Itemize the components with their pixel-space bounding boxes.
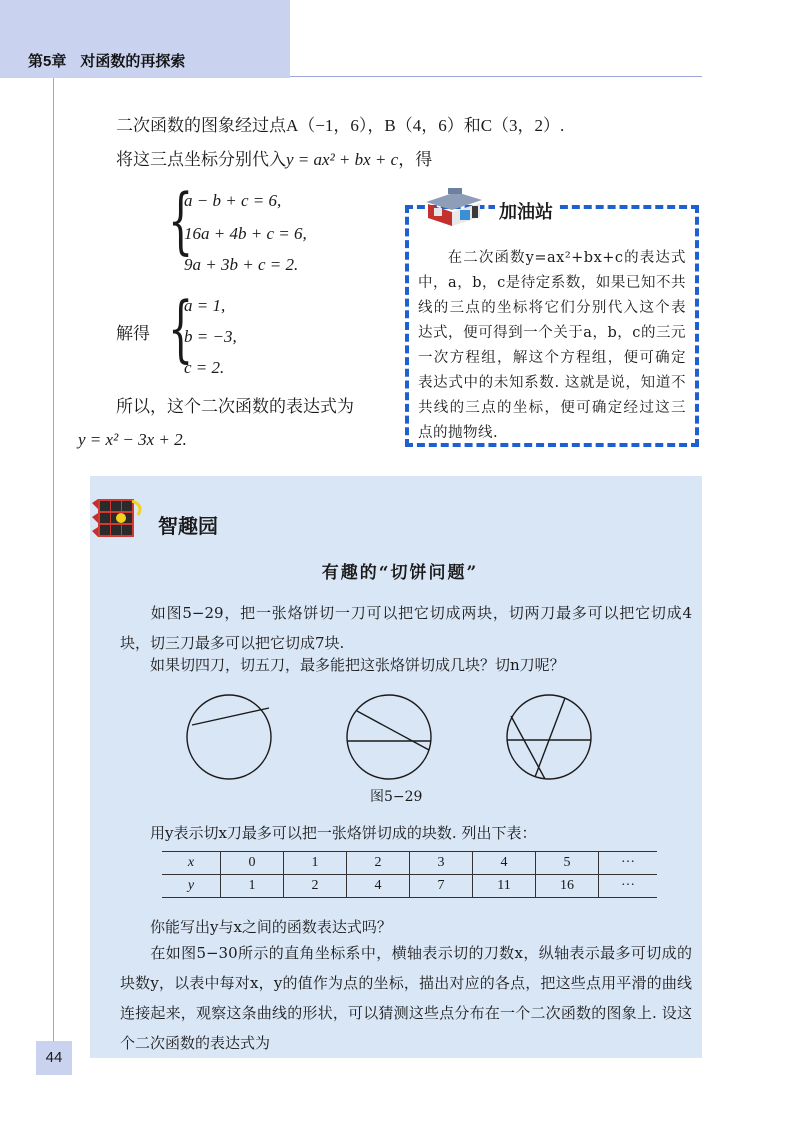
table-cell: 2	[284, 875, 347, 898]
cut-line	[511, 716, 545, 779]
table-cell: 5	[536, 852, 599, 875]
table-cell: ···	[599, 852, 658, 875]
line1-text: 二次函数的图象经过点	[116, 116, 286, 136]
p4-text: 你能写出y与x之间的函数表达式吗？	[150, 918, 392, 936]
chapter-name: 对函数的再探索	[80, 53, 186, 70]
system-brace: {	[168, 178, 194, 262]
fun-paragraph-3	[120, 818, 692, 848]
solve-label: 解得	[116, 324, 150, 344]
table-cell: 0	[221, 852, 284, 875]
table-cell: 4	[473, 852, 536, 875]
table-cell: 4	[347, 875, 410, 898]
line2-formula: y = ax² + bx + c	[286, 150, 399, 169]
tip-text	[418, 246, 686, 446]
table-cell: 16	[536, 875, 599, 898]
fun-paragraph-5	[120, 938, 692, 1058]
solution-b: b = −3,	[184, 327, 237, 346]
chapter-title	[28, 50, 199, 71]
line1-points: A（−1，6），B（4，6）和C（3，2）.	[286, 116, 565, 135]
table-header-y: y	[162, 875, 221, 898]
table-header-x: x	[162, 852, 221, 875]
cut-line	[535, 698, 565, 777]
line2-text: 将这三点坐标分别代入	[116, 150, 286, 170]
conclusion-text: 所以，这个二次函数的表达式为	[116, 397, 354, 417]
table-cell: ···	[599, 875, 658, 898]
solution-line-2	[116, 151, 432, 169]
pancake-one-cut	[187, 695, 271, 779]
table-cell: 11	[473, 875, 536, 898]
equation-3: 9a + 3b + c = 2.	[184, 255, 299, 274]
fun-heading: 有趣的“切饼问题”	[321, 563, 479, 583]
table-row	[162, 875, 657, 898]
cut-line	[192, 708, 269, 725]
equation-2: 16a + 4b + c = 6,	[184, 224, 307, 243]
cut-line	[357, 711, 429, 750]
fun-section-title: 智趣园	[158, 516, 218, 538]
table-cell: 7	[410, 875, 473, 898]
table-cell: 2	[347, 852, 410, 875]
chapter-number: 第5章	[28, 53, 67, 70]
table-cell: 3	[410, 852, 473, 875]
solution-line-1	[116, 117, 564, 135]
header-rule	[290, 76, 702, 77]
pancake-two-cuts	[347, 695, 431, 779]
tip-paragraph: 在二次函数y=ax²+bx+c的表达式中，a，b，c是待定系数，如果已知不共线的三点的坐标将它们分别代入这个表达式，便可得到一个关于a，b，c的三元一次方程组，解这个方程组，便可确定表达式中的未知系数. 这就是说，知道不共线的三点的坐标，便可确定经过这三点的抛物线.	[418, 250, 686, 441]
solution-c: c = 2.	[184, 358, 225, 377]
table-cell: 1	[284, 852, 347, 875]
table-cell: 1	[221, 875, 284, 898]
page-number: 44	[36, 1041, 72, 1075]
p3-text: 用y表示切x刀最多可以把一张烙饼切成的块数. 列出下表：	[150, 824, 537, 842]
figure-caption: 图5−29	[370, 789, 423, 805]
solution-a: a = 1,	[184, 296, 226, 315]
p1-text: 如图5−29，把一张烙饼切一刀可以把它切成两块，切两刀最多可以把它切成4块，切三刀最多可以把它切成7块.	[120, 604, 692, 652]
pancake-cut-figure	[185, 693, 605, 783]
gas-station-icon	[422, 186, 488, 230]
tip-title: 加油站	[495, 198, 557, 224]
p5-text: 在如图5−30所示的直角坐标系中，横轴表示切的刀数x，纵轴表示最多可切成的块数y，以表中每对x，y的值作为点的坐标，描出对应的各点，把这些点用平滑的曲线连接起来，观察这条曲线的形状，可以猜测这些点分布在一个二次函数的图象上. 设这个二次函数的表达式为	[120, 944, 692, 1052]
solution-brace: {	[168, 286, 194, 370]
fun-paragraph-1	[120, 598, 692, 658]
fun-paragraph-2	[120, 650, 692, 680]
puzzle-grid-icon	[92, 497, 152, 541]
result-formula: y = x² − 3x + 2.	[78, 430, 187, 449]
p2-text: 如果切四刀，切五刀，最多能把这张烙饼切成几块？切n刀呢？	[150, 656, 565, 674]
line2-suffix: ，得	[398, 150, 433, 170]
equation-1: a − b + c = 6,	[184, 191, 282, 210]
table-row	[162, 852, 657, 875]
pancake-three-cuts	[507, 695, 591, 779]
cuts-table	[162, 851, 657, 898]
